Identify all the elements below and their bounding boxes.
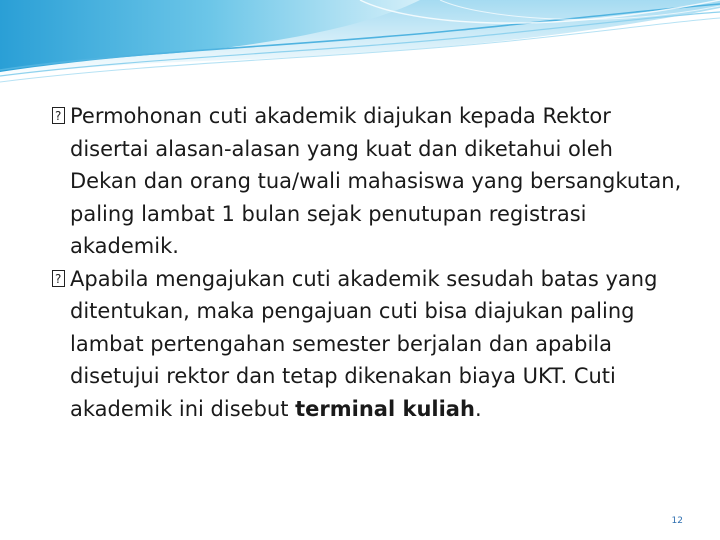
- bullet-paragraph-2: [52, 263, 682, 426]
- header-wave-decoration: [0, 0, 720, 95]
- missing-glyph-box-icon: [52, 270, 65, 287]
- paragraph-2-text: Apabila mengajukan cuti akademik sesudah batas yang ditentukan, maka pengajuan cuti bisa diajukan paling lambat pertengahan semester berjalan dan apabila disetujui rektor dan tetap dikenakan biaya UKT. Cuti akademik ini disebut: [70, 266, 658, 421]
- slide-body: [52, 100, 682, 425]
- bullet-paragraph-1: [52, 100, 682, 263]
- paragraph-2-end: .: [474, 396, 482, 421]
- page-number: 12: [671, 516, 683, 526]
- bold-term: terminal kuliah: [295, 396, 475, 421]
- missing-glyph-box-icon: [52, 107, 65, 124]
- paragraph-1-text: Permohonan cuti akademik diajukan kepada Rektor disertai alasan-alasan yang kuat dan diketahui oleh Dekan dan orang tua/wali mahasiswa yang bersangkutan, paling lambat 1 bulan sejak penutupan registrasi akademik.: [70, 104, 682, 258]
